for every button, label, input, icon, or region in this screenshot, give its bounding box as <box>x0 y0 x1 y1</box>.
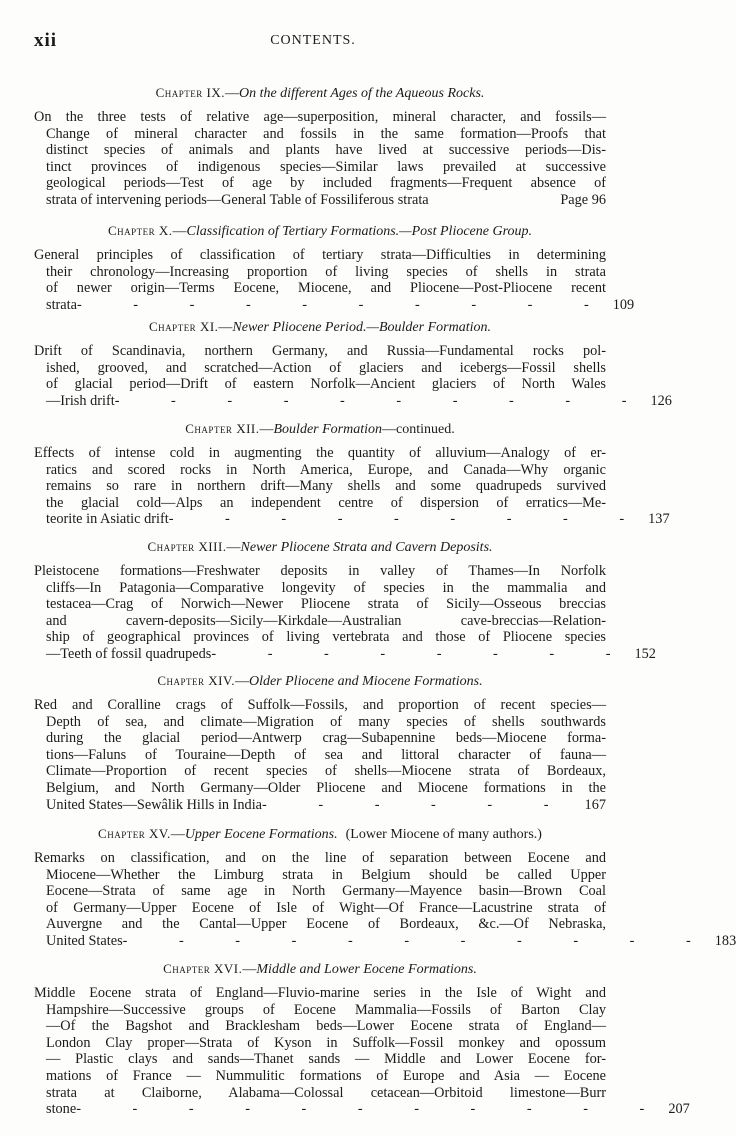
dot-leader: - - - - - - - - - <box>168 511 649 528</box>
chapter-summary <box>34 247 635 313</box>
summary-line: and cavern-deposits—Sicily—Kirkdale—Australian cave-breccias—Relation- <box>46 612 606 629</box>
summary-line: teorite in Asiatic drift <box>46 511 169 528</box>
summary-line: of Germany—Upper Eocene of Isle of Wight—Of France—Lacustrine strata of <box>46 899 606 916</box>
summary-line: London Clay proper—Strata of Kyson in Suffolk—Fossil monkey and opossum <box>46 1034 606 1051</box>
chapter-title-suffix: —continued. <box>382 422 455 437</box>
summary-line: Auvergne and the Cantal—Upper Eocene of Bordeaux, &c.—Of Nebraska, <box>46 916 606 933</box>
summary-line: Change of mineral character and fossils in the same formation—Proofs that <box>46 125 606 142</box>
summary-line: tinct provinces of indigenous species—Similar laws prevailed at successive <box>46 158 606 175</box>
page-number: 207 <box>668 1101 690 1118</box>
summary-line: —Teeth of fossil quadrupeds <box>46 645 212 662</box>
chapter-summary <box>34 850 736 950</box>
dot-leader: - - - - - - - - <box>211 645 635 662</box>
summary-line: distinct species of animals and plants have lived at successive periods—Dis- <box>46 142 606 159</box>
chapter-number: Chapter XI. <box>149 319 219 334</box>
summary-line: ship of geographical provinces of living vertebrata and those of Pliocene species <box>46 629 606 646</box>
summary-last-line <box>34 1101 690 1118</box>
chapter-summary <box>34 445 670 528</box>
summary-line: —Of the Bagshot and Bracklesham beds—Lower Eocene strata of England— <box>46 1018 606 1035</box>
summary-last-line <box>34 296 635 314</box>
summary-line: Depth of sea, and climate—Migration of many species of shells southwards <box>46 713 606 730</box>
chapter-title: Upper Eocene Formations. <box>184 827 338 842</box>
summary-last-line <box>34 932 736 950</box>
chapter-title: Newer Pliocene Period.—Boulder Formation. <box>232 320 491 335</box>
chapter-number: Chapter XV. <box>98 826 171 841</box>
dot-leader: - - - - - - - - - - - <box>122 932 715 949</box>
summary-line: Climate—Proportion of recent species of shells—Miocene strata of Bordeaux, <box>46 763 606 780</box>
chapter-number: Chapter X. <box>107 223 173 238</box>
page-number: 152 <box>634 645 656 662</box>
chapter-number: Chapter XVI. <box>163 961 243 976</box>
summary-line: cliffs—In Patagonia—Comparative longevity of species in the mammalia and <box>46 579 606 596</box>
summary-line: Effects of intense cold in augmenting the quantity of alluvium—Analogy of er- <box>34 445 606 461</box>
summary-line: ratics and scored rocks in North America, Europe, and Canada—Why organic <box>46 461 606 478</box>
summary-line: strata <box>46 296 77 313</box>
summary-last-line <box>34 797 606 814</box>
chapter-title: Newer Pliocene Strata and Cavern Deposits. <box>240 540 493 555</box>
chapter-heading: Chapter IX.—On the different Ages of the Aqueous Rocks. <box>155 85 485 101</box>
summary-line: Belgium, and North Germany—Older Pliocene and Miocene formations in the <box>46 779 606 796</box>
summary-line: Red and Coralline crags of Suffolk—Fossils, and proportion of recent species— <box>34 697 606 713</box>
page-number: Page 96 <box>560 191 606 208</box>
chapter-title-suffix: (Lower Miocene of many authors.) <box>345 827 542 842</box>
dot-leader: - - - - - - - - - - - <box>76 1101 669 1118</box>
summary-line: Pleistocene formations—Freshwater deposits in valley of Thames—In Norfolk <box>34 563 606 579</box>
summary-line: —Irish drift <box>46 392 115 409</box>
dot-leader: - - - - - - - - - - <box>76 296 613 313</box>
summary-line: during the glacial period—Antwerp crag—Subapennine beds—Miocene forma- <box>46 730 606 747</box>
summary-line: On the three tests of relative age—superposition, mineral character, and fossils— <box>34 109 606 125</box>
chapter-summary <box>34 563 656 663</box>
chapter-summary <box>34 697 606 813</box>
summary-line: stone <box>46 1101 77 1118</box>
summary-line: Eocene—Strata of same age in North Germany—Mayence basin—Brown Coal <box>46 883 606 900</box>
summary-line: their chronology—Increasing proportion of living species of shells in strata <box>46 263 606 280</box>
chapter-entry <box>34 538 656 663</box>
chapter-heading: Chapter XI.—Newer Pliocene Period.—Boulder Formation. <box>149 319 491 335</box>
chapter-summary <box>34 343 672 409</box>
chapter-title: On the different Ages of the Aqueous Rocks. <box>238 86 485 101</box>
chapter-summary <box>34 985 690 1118</box>
chapter-title: Classification of Tertiary Formations.—Post Pliocene Group. <box>186 224 533 239</box>
chapter-entry <box>34 84 606 209</box>
summary-line: Miocene—Whether the Limburg strata in Belgium should be called Upper <box>46 866 606 883</box>
summary-line: tions—Faluns of Touraine—Depth of sea and littoral character of fauna— <box>46 746 606 763</box>
summary-line: United States—Sewâlik Hills in India <box>46 796 263 813</box>
chapter-entry <box>34 318 672 409</box>
chapter-heading: Chapter XIII.—Newer Pliocene Strata and Cavern Deposits. <box>147 539 493 555</box>
summary-last-line <box>34 392 672 410</box>
page-folio: xii <box>34 30 58 51</box>
chapter-heading: Chapter XII.—Boulder Formation—continued. <box>185 421 455 437</box>
summary-line: General principles of classification of tertiary strata—Difficulties in determining <box>34 247 606 263</box>
summary-line: testacea—Crag of Norwich—Newer Pliocene strata of Sicily—Osseous breccias <box>46 596 606 613</box>
summary-line: Drift of Scandinavia, northern Germany, and Russia—Fundamental rocks pol- <box>34 343 606 359</box>
summary-last-line <box>34 645 656 663</box>
page-number: 137 <box>648 511 670 528</box>
page-number: 109 <box>612 296 635 313</box>
running-head: CONTENTS. <box>270 33 356 48</box>
chapter-title: Middle and Lower Eocene Formations. <box>256 962 477 977</box>
dot-leader: - - - - - - - - - - <box>114 392 651 409</box>
summary-line: of glacial period—Drift of eastern Norfolk—Ancient glaciers of North Wales <box>46 376 606 393</box>
chapter-entry <box>34 222 635 313</box>
summary-line: strata of intervening periods—General Table of Fossiliferous strata <box>46 191 429 208</box>
summary-line: Middle Eocene strata of England—Fluvio-marine series in the Isle of Wight and <box>34 985 606 1001</box>
summary-last-line <box>34 192 606 209</box>
summary-line: strata at Claiborne, Alabama—Colossal cetacean—Orbitoid limestone—Burr <box>46 1084 606 1101</box>
chapter-summary <box>34 109 606 209</box>
chapter-heading: Chapter XIV.—Older Pliocene and Miocene Formations. <box>157 673 483 689</box>
page-number: 126 <box>650 392 672 409</box>
chapter-heading: Chapter XV.—Upper Eocene Formations. (Lower Miocene of many authors.) <box>98 826 542 842</box>
chapter-title: Boulder Formation <box>273 422 382 437</box>
chapter-title: Older Pliocene and Miocene Formations. <box>248 674 483 689</box>
chapter-number: Chapter IX. <box>155 85 225 100</box>
summary-line: remains so rare in northern drift—Many shells and some quadrupeds survived <box>46 478 606 495</box>
chapter-entry <box>34 420 670 528</box>
page-number: 167 <box>584 796 606 813</box>
dot-leader <box>429 192 561 209</box>
chapter-entry <box>34 825 736 950</box>
summary-line: geological periods—Test of age by included fragments—Frequent absence of <box>46 175 606 192</box>
chapter-entry <box>34 672 606 813</box>
summary-last-line <box>34 511 670 528</box>
summary-line: ished, grooved, and scratched—Action of glaciers and icebergs—Fossil shells <box>46 359 606 376</box>
summary-line: Hampshire—Successive groups of Eocene Mammalia—Fossils of Barton Clay <box>46 1001 606 1018</box>
summary-line: Remarks on classification, and on the line of separation between Eocene and <box>34 850 606 866</box>
summary-line: — Plastic clays and sands—Thanet sands — Middle and Lower Eocene for- <box>46 1051 606 1068</box>
summary-line: United States <box>46 932 123 949</box>
chapter-heading: Chapter X.—Classification of Tertiary Formations.—Post Pliocene Group. <box>107 223 533 239</box>
chapter-number: Chapter XII. <box>185 421 260 436</box>
chapter-entry <box>34 960 690 1118</box>
summary-line: of newer origin—Terms Eocene, Miocene, and Pliocene—Post-Pliocene recent <box>46 280 606 297</box>
chapter-number: Chapter XIV. <box>157 673 235 688</box>
chapter-number: Chapter XIII. <box>147 539 227 554</box>
dot-leader: - - - - - - <box>262 796 573 813</box>
summary-line: the glacial cold—Alps an independent centre of dispersion of erratics—Me- <box>46 494 606 511</box>
page-number: 183 <box>714 932 736 949</box>
summary-line: mations of France — Nummulitic formations of Europe and Asia — Eocene <box>46 1067 606 1084</box>
chapter-heading: Chapter XVI.—Middle and Lower Eocene Formations. <box>163 961 477 977</box>
